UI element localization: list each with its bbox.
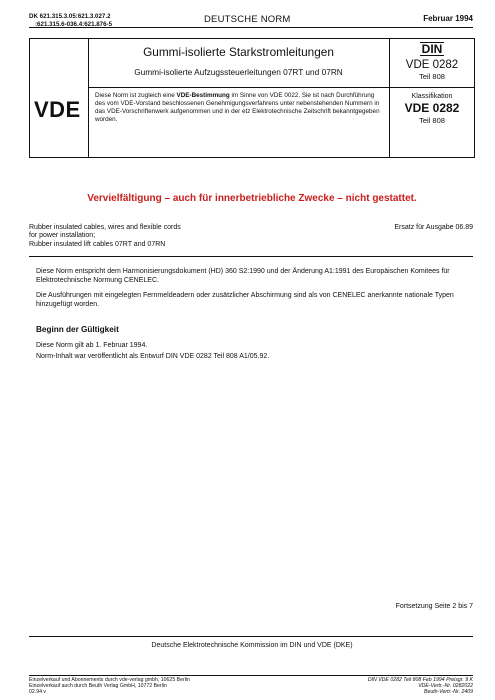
dk-line-2: :621.315.6-036.4:621.876-5 [35, 20, 113, 28]
teil-number: Teil 808 [419, 72, 445, 81]
sales-info: Einzelverkauf und Abonnements durch vde-verlag gmbh, 10625 Berlin Einzelverkauf auch durch Beuth Verlag GmbH, 10772 Berlin 02.94 v [29, 677, 190, 696]
vde-statement: Diese Norm ist zugleich eine VDE-Bestimmung im Sinne von VDE 0022. Sie ist nach Durchführung des vom VDE-Vorstand beschlossenen Genehmigungsverfahrens unter nebenstehenden Nummern in das VDE-Vorschriftenwerk aufgenommen und in der etz Elektrotechnische Zeitschrift bekanntgegeben worden. [95, 92, 380, 123]
klassifikation-block [389, 92, 475, 125]
din-number-block [389, 40, 475, 81]
commission-name: Deutsche Elektrotechnische Kommission im DIN und VDE (DKE) [151, 642, 353, 649]
dk-line-1: DK 621.315.3.05:621.3.027.2 [29, 13, 111, 20]
document-subtitle: Gummi-isolierte Aufzugssteuerleitungen 07RT und 07RN [134, 67, 343, 77]
english-title: Rubber insulated cables, wires and flexible cords for power installation; Rubber insulated lift cables 07RT and 07RN [29, 224, 181, 248]
paragraph-valid-from: Diese Norm gilt ab 1. Februar 1994. [36, 342, 148, 349]
section-rule [29, 256, 473, 257]
order-info: DIN VDE 0282 Teil 808 Feb 1994 Preisgr. 9 K VDE-Vertr.-Nr. 0282022 Beuth-Vertr.-Nr. 2409 [367, 677, 473, 696]
issue-date: Februar 1994 [423, 14, 473, 23]
footer-rule [29, 636, 473, 637]
klassifikation-teil: Teil 808 [419, 116, 445, 125]
footer-rule [29, 675, 473, 676]
paragraph-harmonization: Diese Norm entspricht dem Harmonisierungsdokument (HD) 360 S2:1990 und der Änderung A1:1991 des Europäischen Komitees für Elektrotechnische Normung CENELEC. [36, 268, 450, 284]
vde-number: VDE 0282 [405, 59, 459, 71]
klassifikation-vde-number: VDE 0282 [404, 101, 460, 115]
norm-label: DEUTSCHE NORM [204, 14, 291, 25]
replacement-note: Ersatz für Ausgabe 06.89 [394, 224, 473, 231]
dk-classification [29, 13, 112, 28]
paragraph-national-types: Die Ausführungen mit eingelegten Fernmeldeadern oder zusätzlicher Abschirmung sind als von CENELEC anerkannte nationale Typen hinzugefügt worden. [36, 292, 454, 308]
klassifikation-label: Klassifikation [411, 93, 453, 100]
validity-heading: Beginn der Gültigkeit [36, 325, 119, 334]
copy-warning: Vervielfältigung – auch für innerbetriebliche Zwecke – nicht gestattet. [87, 193, 417, 204]
paragraph-draft-reference: Norm-Inhalt war veröffentlicht als Entwurf DIN VDE 0282 Teil 808 A1/05.92. [36, 353, 270, 360]
vde-logo: VDE [34, 97, 81, 122]
document-title: Gummi-isolierte Starkstromleitungen [143, 45, 334, 59]
continuation-note: Fortsetzung Seite 2 bis 7 [395, 603, 473, 610]
din-logo: DIN [421, 42, 443, 56]
divider [88, 87, 475, 88]
top-rule [29, 27, 473, 28]
